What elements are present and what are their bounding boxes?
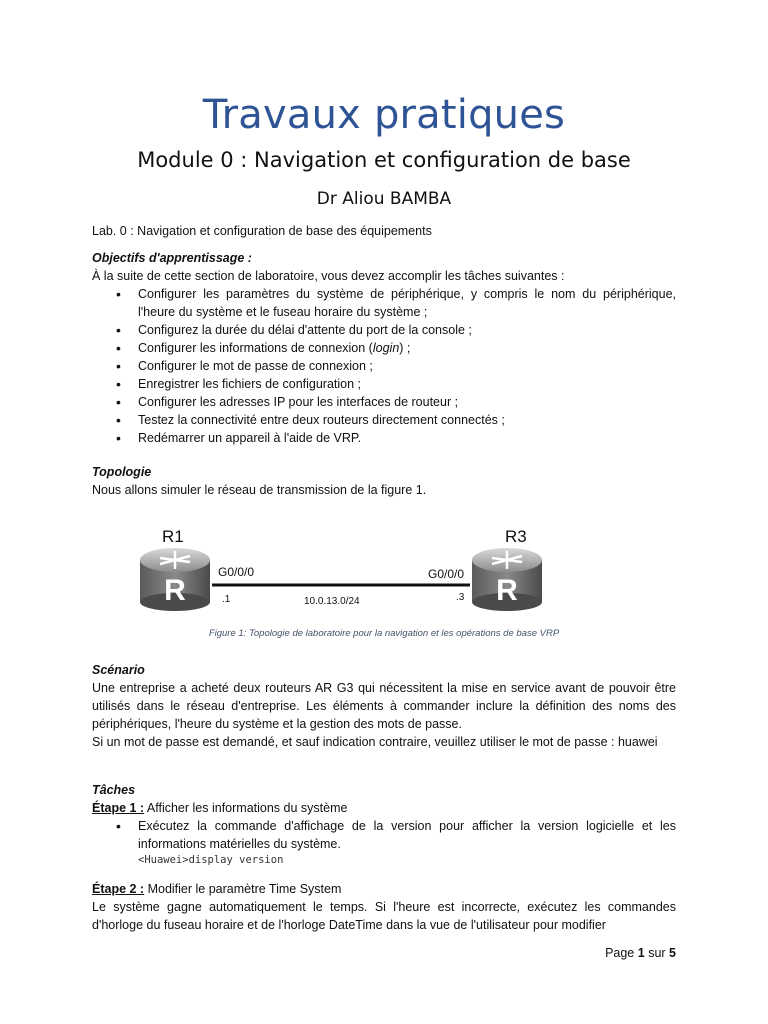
scenario-paragraph: Une entreprise a acheté deux routeurs AR G3 qui nécessitent la mise en service avant de pouvoir être utilisés dans le réseau d'entreprise. Les éléments à commander inclure la définition des noms des périphériques, l'heure du système et la gestion des mots de passe.: [92, 681, 676, 731]
login-word: login: [372, 341, 400, 355]
footer-page-total: 5: [669, 946, 676, 960]
step-1-code: <Huawei>display version: [138, 854, 284, 866]
footer-of-word: sur: [648, 946, 666, 960]
list-item-suffix: ) ;: [399, 341, 411, 355]
objectives-intro: À la suite de cette section de laboratoire, vous devez accomplir les tâches suivantes :: [92, 269, 565, 283]
router-r3-icon: [472, 548, 542, 611]
tasks-section: [92, 781, 676, 867]
list-item: • Configurer les paramètres du système de périphérique, y compris le nom du périphérique, l'heure du système et le fuseau horaire du système ;: [92, 285, 676, 321]
topology-diagram: [130, 520, 550, 620]
list-item: • Configurer les adresses IP pour les interfaces de routeur ;: [92, 393, 676, 411]
step-2-paragraph: Le système gagne automatiquement le temps. Si l'heure est incorrecte, exécutez les commandes d'horloge du fuseau horaire et de l'horloge DateTime dans la vue de l'utilisateur pour modifier: [92, 900, 676, 932]
list-item: • Testez la connectivité entre deux routeurs directement connectés ;: [92, 411, 676, 429]
list-item: • Configurez la durée du délai d'attente du port de la console ;: [92, 321, 676, 339]
author-name: Dr Aliou BAMBA: [316, 189, 452, 209]
step-2-section: [92, 880, 676, 934]
router-r1-glyph: R: [164, 574, 186, 607]
list-item: • Exécutez la commande d'affichage de la version pour afficher la version logicielle et les informations matérielles du système.: [92, 817, 676, 853]
step-2-text: Modifier le paramètre Time System: [144, 882, 342, 896]
footer-page-word: Page: [605, 946, 635, 960]
step-1-text: Afficher les informations du système: [144, 801, 348, 815]
list-item: • Enregistrer les fichiers de configuration ;: [92, 375, 676, 393]
r3-address-label: .3: [456, 592, 465, 603]
r1-address-label: .1: [222, 594, 231, 605]
r1-label: R1: [162, 527, 184, 546]
objectives-list: [92, 285, 676, 447]
step-2-heading: [92, 880, 676, 898]
list-item: • Redémarrer un appareil à l'aide de VRP.: [92, 429, 676, 447]
router-r3-glyph: R: [496, 574, 518, 607]
lab-line: Lab. 0 : Navigation et configuration de base des équipements: [92, 224, 432, 238]
topology-text: Nous allons simuler le réseau de transmission de la figure 1.: [92, 483, 427, 497]
step-2-label: Étape 2 :: [92, 882, 145, 896]
footer-page-number: 1: [637, 946, 645, 960]
page-title: Travaux pratiques: [202, 92, 566, 138]
list-item-text: Configurer les informations de connexion (: [138, 341, 373, 355]
r3-label: R3: [505, 527, 527, 546]
topology-section: [92, 463, 676, 499]
network-label: 10.0.13.0/24: [304, 596, 360, 607]
tasks-heading: Tâches: [92, 783, 136, 797]
page-subtitle: Module 0 : Navigation et configuration de base: [137, 148, 631, 172]
objectives-heading: Objectifs d'apprentissage :: [92, 251, 252, 265]
figure-caption: Figure 1: Topologie de laboratoire pour la navigation et les opérations de base VRP: [208, 628, 560, 639]
scenario-section: [92, 661, 676, 751]
step-1-heading: [92, 799, 676, 817]
list-item: [92, 339, 676, 357]
page-footer: [605, 946, 676, 960]
step-1-label: Étape 1 :: [92, 801, 145, 815]
objectives-section: [92, 249, 676, 447]
scenario-paragraph: Si un mot de passe est demandé, et sauf indication contraire, veuillez utiliser le mot de passe : huawei: [92, 735, 658, 749]
scenario-heading: Scénario: [92, 663, 145, 677]
router-r1-icon: [140, 548, 210, 611]
step-1-list: [92, 817, 676, 853]
list-item: • Configurer le mot de passe de connexion ;: [92, 357, 676, 375]
r3-port-label: G0/0/0: [428, 567, 465, 581]
r1-port-label: G0/0/0: [218, 565, 255, 579]
topology-heading: Topologie: [92, 465, 152, 479]
